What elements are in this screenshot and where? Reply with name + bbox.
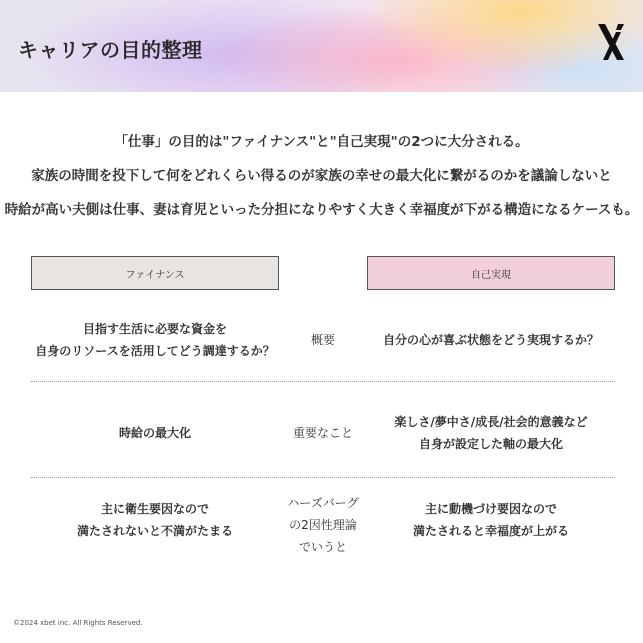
self-actualization-column-header: 自己実現 <box>367 256 615 290</box>
cell-line: でいうと <box>298 540 347 554</box>
cell-line: 自身が設定した軸の最大化 <box>418 437 563 451</box>
header-banner <box>0 0 643 92</box>
intro-text <box>0 125 643 227</box>
row-divider <box>31 477 615 478</box>
intro-line: 時給が高い夫側は仕事、妻は育児といった分担になりやすく大きく幸福度が下がる構造になるケースも。 <box>4 202 639 218</box>
row-label-herzberg <box>279 490 367 560</box>
row-important-self <box>367 405 615 461</box>
row-herzberg-self <box>367 490 615 550</box>
page-title: キャリアの目的整理 <box>18 38 203 62</box>
row-overview-finance <box>31 312 279 368</box>
cell-line: ハーズバーグ <box>287 496 359 510</box>
row-important-finance <box>31 405 279 461</box>
intro-line: 「仕事」の目的は"ファイナンス"と"自己実現"の2つに大分される。 <box>114 134 529 150</box>
x-logo-icon <box>596 22 626 62</box>
row-herzberg-finance <box>31 490 279 550</box>
row-overview-self <box>367 312 615 368</box>
cell-line: 重要なこと <box>292 426 353 440</box>
row-divider <box>31 381 615 382</box>
intro-line: 家族の時間を投下して何をどれくらい得るのが家族の幸せの最大化に繋がるのかを議論しないと <box>31 168 612 184</box>
cell-line: 楽しさ/夢中さ/成長/社会的意義など <box>394 415 588 429</box>
finance-column-header: ファイナンス <box>31 256 279 290</box>
cell-line: 時給の最大化 <box>118 426 191 440</box>
copyright-footer: ©2024 xbet inc. All Rights Reserved. <box>13 619 143 627</box>
row-label-important <box>279 405 367 461</box>
cell-line: 概要 <box>310 333 335 347</box>
cell-line: 目指す生活に必要な資金を <box>82 322 227 336</box>
cell-line: 満たされると幸福度が上がる <box>412 524 569 538</box>
cell-line: 主に衛生要因なので <box>100 502 209 516</box>
cell-line: 主に動機づけ要因なので <box>424 502 557 516</box>
row-label-overview <box>279 312 367 368</box>
cell-line: 自分の心が喜ぶ状態をどう実現するか？ <box>382 333 599 347</box>
cell-line: 自身のリソースを活用してどう調達するか？ <box>35 344 275 358</box>
cell-line: 満たされないと不満がたまる <box>76 524 233 538</box>
cell-line: の2因性理論 <box>289 518 357 532</box>
